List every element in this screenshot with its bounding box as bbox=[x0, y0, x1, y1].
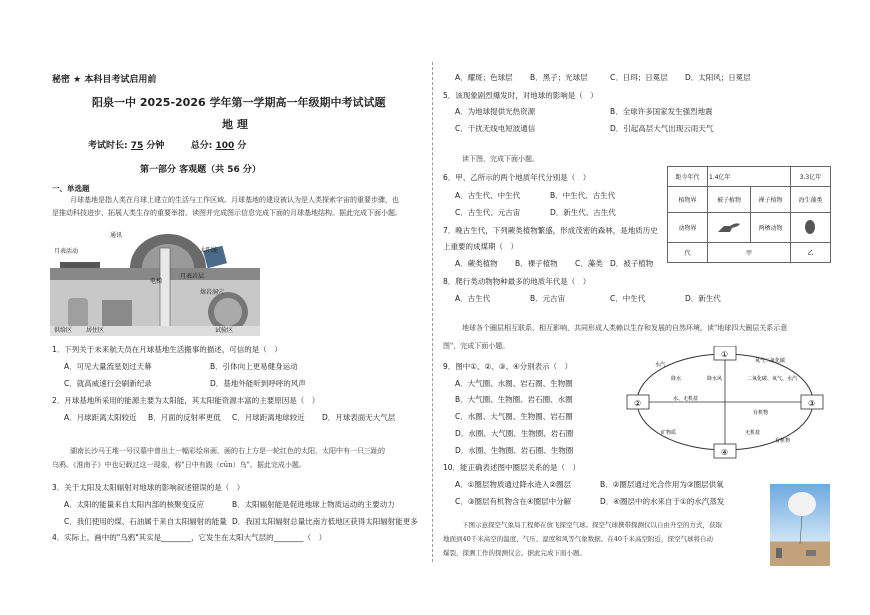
question-9: 9．图中①、②、③、④分别表示（ ） bbox=[443, 362, 573, 371]
intro-spheres-2: 图"，完成下面小题。 bbox=[443, 342, 510, 350]
intro-era: 读下图，完成下面小题。 bbox=[462, 155, 539, 163]
q2-option-b[interactable]: B．月面的反射率更低 bbox=[148, 413, 221, 422]
question-4: 4．实际上，画中的"乌鸦"其实是________，它发生在太阳大气层的________（ ） bbox=[52, 533, 327, 542]
sphere-label-precip: 降水风 bbox=[707, 376, 723, 382]
era-plant-1: 被子植物 bbox=[708, 187, 751, 213]
q6-option-b[interactable]: B．中生代、古生代 bbox=[550, 191, 616, 200]
sphere-label-organic-2: 有机物 bbox=[775, 438, 791, 444]
figure-label-comm: 通讯 bbox=[110, 232, 123, 239]
era-animal-2: 两栖动物 bbox=[750, 213, 790, 243]
question-2: 2．月球基地所采用的能源主要为太阳能，其太阳能资源丰富的主要原因是（ ） bbox=[52, 396, 320, 405]
q6-option-a[interactable]: A．古生代、中生代 bbox=[455, 191, 521, 200]
exam-meta bbox=[88, 138, 246, 151]
q3-option-a[interactable]: A．太阳的能量来自太阳内部的核聚变反应 bbox=[64, 500, 205, 509]
subject-title: 地 理 bbox=[222, 118, 248, 131]
sphere-label-organic: 有机物 bbox=[753, 410, 769, 416]
intro-sun-1: 湖南长沙马王堆一号汉墓中曾出土一幅彩绘帛画，画的右上方是一轮红色的太阳，太阳中有一只三趾的 bbox=[70, 447, 385, 455]
q10-option-d[interactable]: D．④圈层中的水来自于①的水汽蒸发 bbox=[600, 497, 725, 506]
era-plant-3: 海生藻类 bbox=[790, 187, 830, 213]
q10-option-a[interactable]: A．①圈层物质通过降水进入②圈层 bbox=[455, 480, 572, 489]
figure-label-supply: 供给区 bbox=[54, 327, 73, 334]
figure-label-lab: 试验区 bbox=[215, 327, 234, 334]
q10-option-c[interactable]: C．③圈层有机物含在④圈层中分解 bbox=[455, 497, 572, 506]
intro-balloon-2: 地面到40千米高空的温度、气压、湿度和风等气象数据。在40千米高空附近，探空气球将自动 bbox=[443, 535, 714, 543]
era-row-animal: 动物界 bbox=[668, 213, 708, 243]
era-time-2: 3.3亿年 bbox=[790, 167, 830, 187]
era-header-left: 距今年代 bbox=[668, 167, 708, 187]
figure-label-moon-rock: 月表岩层 bbox=[180, 273, 205, 280]
dinosaur-icon bbox=[708, 213, 751, 243]
era-plant-2: 裸子植物 bbox=[750, 187, 790, 213]
q3-option-b[interactable]: B．太阳辐射能是促进地球上物质运动的主要动力 bbox=[232, 500, 395, 509]
question-3: 3．关于太阳及太阳辐射对地球的影响叙述错误的是（ ） bbox=[52, 483, 245, 492]
q9-option-b[interactable]: B．大气圈、生物圈、岩石圈、水圈 bbox=[455, 395, 573, 404]
geologic-era-table bbox=[667, 166, 831, 263]
q7-option-d[interactable]: D．被子植物 bbox=[610, 259, 654, 268]
intro-spheres-1: 地球各个圈层相互联系、相互影响，共同形成人类赖以生存和发展的自然环境。读"地球四大圈层关系示意 bbox=[462, 324, 788, 332]
q10-option-b[interactable]: B．②圈层通过光合作用为③圈层供氧 bbox=[600, 480, 724, 489]
column-divider bbox=[432, 62, 433, 562]
sphere-label-co2: 二氧化碳、氧气、水汽 bbox=[747, 376, 798, 382]
q5-option-a[interactable]: A．为地球提供光热资源 bbox=[455, 107, 536, 116]
q2-option-a[interactable]: A．月球距离太阳较近 bbox=[64, 413, 137, 422]
part-title: 第一部分 客观题（共 56 分） bbox=[140, 165, 261, 175]
q1-option-b[interactable]: B．引体向上更易健身运动 bbox=[210, 362, 298, 371]
question-1: 1．下列关于未来航天员在月球基地生活搬事的描述，可信的是（ ） bbox=[52, 345, 282, 354]
q7-option-c[interactable]: C．藻类 bbox=[575, 259, 603, 268]
sphere-label-mineral: 矿物质 bbox=[661, 430, 677, 436]
era-row-plant: 植物界 bbox=[668, 187, 708, 213]
question-8: 8．爬行类动物物种最多的地质年代是（ ） bbox=[443, 277, 591, 286]
sphere-node-1: ① bbox=[721, 350, 729, 359]
q9-option-c[interactable]: C．水圈、大气圈、生物圈、岩石圈 bbox=[455, 412, 573, 421]
era-label-2: 乙 bbox=[790, 243, 830, 263]
secret-label: 秘密 bbox=[52, 75, 71, 85]
q5-option-d[interactable]: D．引起高层大气出现云雨天气 bbox=[610, 124, 714, 133]
q2-option-d[interactable]: D．月球表面无大气层 bbox=[322, 413, 396, 422]
figure-label-elevator: 电梯 bbox=[150, 278, 163, 285]
score-value: 100 bbox=[215, 141, 235, 151]
sphere-label-rain: 降水 bbox=[671, 376, 682, 382]
sphere-label-water-vapor: 水汽 bbox=[655, 362, 666, 368]
q6-option-c[interactable]: C．古生代、元古宙 bbox=[455, 208, 521, 217]
q8-option-b[interactable]: B．元古宙 bbox=[530, 294, 566, 303]
q4-option-c[interactable]: C．日珥；日冕层 bbox=[610, 73, 668, 82]
question-7-line-1: 7．晚古生代，下列蕨类植物繁盛，形成茂密的森林，是地质历史 bbox=[443, 226, 658, 235]
figure-label-living: 居住区 bbox=[86, 327, 105, 334]
q8-option-d[interactable]: D．新生代 bbox=[685, 294, 721, 303]
q5-option-c[interactable]: C．干扰无线电短波通信 bbox=[455, 124, 536, 133]
q8-option-a[interactable]: A．古生代 bbox=[455, 294, 491, 303]
q1-option-c[interactable]: C．就高威速行会刷新纪录 bbox=[64, 379, 152, 388]
intro-balloon-1: 下图示意探空气象局工程师在放飞探空气球。探空气球携带探测仪以自由升空的方式，获取 bbox=[462, 521, 722, 529]
q9-option-a[interactable]: A．大气圈、水圈、岩石圈、生物圈 bbox=[455, 379, 573, 388]
figure-label-solar: 太阳能 bbox=[200, 247, 219, 254]
time-value: 75 bbox=[130, 141, 144, 151]
q4-option-b[interactable]: B．黑子；光球层 bbox=[530, 73, 588, 82]
intro-balloon-3: 爆裂，探测工作的探测仪会。据此完成下面小题。 bbox=[443, 549, 586, 557]
score-label: 总分: bbox=[190, 141, 213, 151]
section-label: 一、单选题 bbox=[52, 184, 90, 193]
secret-note: 本科目考试启用前 bbox=[84, 75, 157, 85]
earth-spheres-figure bbox=[625, 346, 825, 470]
q2-option-c[interactable]: C．月球距离地球较近 bbox=[232, 413, 305, 422]
secret-line bbox=[52, 72, 156, 85]
q6-option-d[interactable]: D．新生代、古生代 bbox=[550, 208, 616, 217]
q5-option-b[interactable]: B．全球许多国家发生强烈地震 bbox=[610, 107, 713, 116]
q7-option-a[interactable]: A．蕨类植物 bbox=[455, 259, 498, 268]
q1-option-a[interactable]: A．可见大量流星划过天幕 bbox=[64, 362, 152, 371]
figure-label-lunar-activity: 月表活动 bbox=[54, 248, 79, 255]
q3-option-c[interactable]: C．我们使用的煤、石油属于来自太阳辐射的能量 bbox=[64, 517, 227, 526]
q3-option-d[interactable]: D．我国太阳辐射总量比南方低地区获得太阳辐射能更多 bbox=[232, 517, 418, 526]
q8-option-c[interactable]: C．中生代 bbox=[610, 294, 646, 303]
time-unit: 分钟 bbox=[146, 141, 165, 151]
era-row-era: 代 bbox=[668, 243, 708, 263]
moon-base-figure bbox=[50, 228, 260, 336]
sphere-label-inorganic: 水、无机盐 bbox=[673, 396, 699, 402]
exam-title: 阳泉一中 2025-2026 学年第一学期高一年级期中考试试题 bbox=[92, 96, 386, 109]
question-5: 5．该现象剧烈爆发时，对地球的影响是（ ） bbox=[443, 91, 598, 100]
question-10: 10．能正确表述图中圈层关系的是（ ） bbox=[443, 463, 581, 472]
figure-label-lava-tube: 熔岩洞穴 bbox=[200, 289, 225, 296]
star-icon: ★ bbox=[73, 75, 82, 85]
q1-option-d[interactable]: D．基地外能听到呼呼的风声 bbox=[210, 379, 306, 388]
time-label: 考试时长: bbox=[88, 141, 128, 151]
trilobite-icon bbox=[790, 213, 830, 243]
sphere-node-2: ② bbox=[634, 399, 642, 408]
question-7-line-2: 上重要的成煤期（ ） bbox=[443, 242, 518, 251]
intro-moon-2: 是推动科技进步、拓展人类生存的重要举措。读图并完成图示信息完成下面的月球基地结构。据此完成下面小题。 bbox=[52, 209, 402, 217]
q7-option-b[interactable]: B．裸子植物 bbox=[515, 259, 558, 268]
intro-sun-2: 乌鸦。《淮南子》中也记载过这一现象，称"日中有踆（cūn）乌"。据此完成小题。 bbox=[52, 461, 306, 469]
weather-balloon-photo bbox=[770, 484, 830, 566]
q4-option-d[interactable]: D．太阳风；日冕层 bbox=[685, 73, 751, 82]
sphere-label-inorganic-2: 无机盐 bbox=[745, 430, 761, 436]
era-time-1: 1.4亿年 bbox=[708, 167, 791, 187]
score-unit: 分 bbox=[237, 141, 247, 151]
q9-option-e[interactable]: D．水圈、生物圈、岩石圈、生物圈 bbox=[455, 446, 574, 455]
question-6: 6．甲、乙所示的两个地质年代分别是（ ） bbox=[443, 173, 591, 182]
q9-option-d[interactable]: D．水圈、大气圈、生物圈、岩石圈 bbox=[455, 429, 574, 438]
sphere-node-4: ④ bbox=[721, 448, 729, 457]
q4-option-a[interactable]: A．耀斑；色球层 bbox=[455, 73, 513, 82]
sphere-node-3: ③ bbox=[808, 399, 816, 408]
sphere-label-oxygen: 氧气二氧化碳 bbox=[755, 358, 786, 364]
intro-moon-1: 月球基地是指人类在月球上建立的生活与工作区域。月球基地的建设被认为是人类探索宇宙的重要步骤，也 bbox=[70, 196, 399, 204]
era-label-1: 甲 bbox=[708, 243, 791, 263]
